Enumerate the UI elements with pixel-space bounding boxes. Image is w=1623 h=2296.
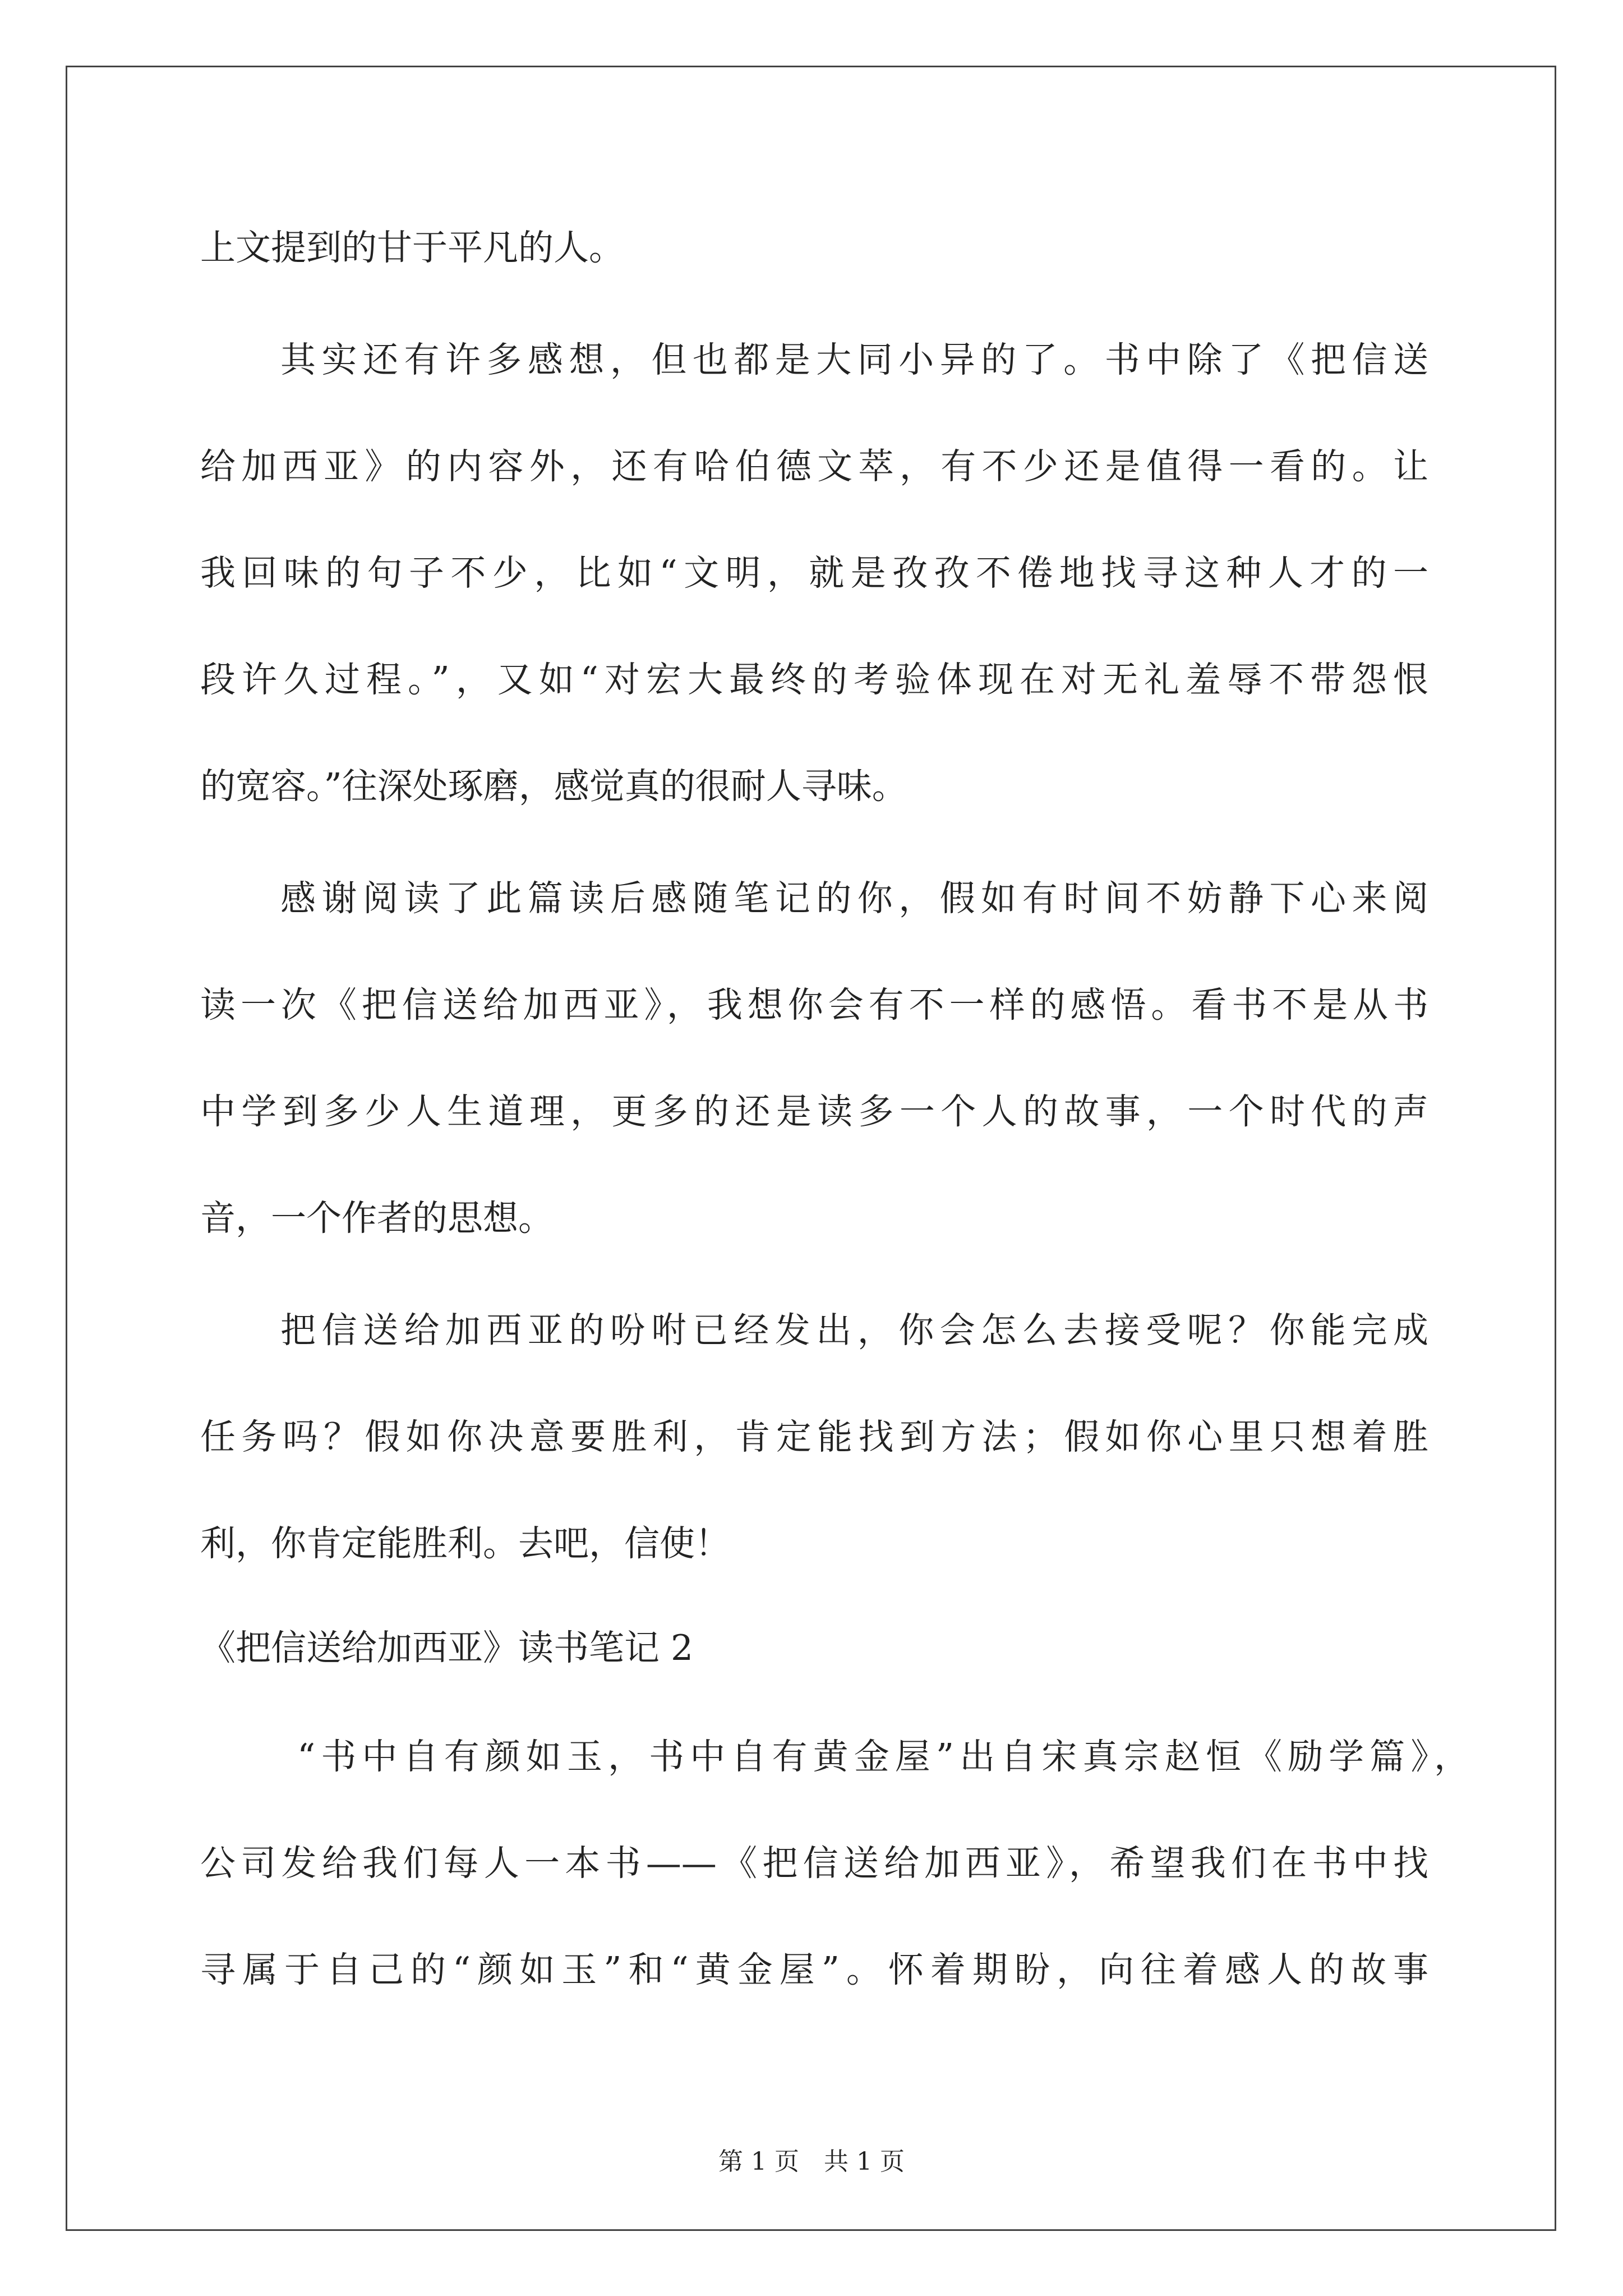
text-line-11: 把信送给加西亚的吩咐已经发出，你会怎么去接受呢？你能完成: [280, 1310, 1428, 1351]
text-line-7: 感谢阅读了此篇读后感随笔记的你，假如有时间不妨静下心来阅: [280, 878, 1428, 919]
text-line-2: 其实还有许多感想，但也都是大同小异的了。书中除了《把信送: [280, 339, 1428, 380]
text-line-5: 段许久过程。”，又如“对宏大最终的考验体现在对无礼羞辱不带怨恨: [200, 659, 1428, 700]
text-line-3: 给加西亚》的内容外，还有哈伯德文萃，有不少还是值得一看的。让: [200, 446, 1428, 487]
text-line-17: 寻属于自己的“颜如玉”和“黄金屋”。怀着期盼，向往着感人的故事: [200, 1949, 1428, 1990]
text-line-16: 公司发给我们每人一本书——《把信送给加西亚》，希望我们在书中找: [200, 1843, 1428, 1884]
text-line-6: 的宽容。”往深处琢磨，感觉真的很耐人寻味。: [200, 766, 907, 807]
text-line-13: 利，你肯定能胜利。去吧，信使！: [200, 1523, 730, 1564]
text-line-9: 中学到多少人生道理，更多的还是读多一个人的故事，一个时代的声: [200, 1091, 1428, 1132]
text-line-10: 音，一个作者的思想。: [200, 1198, 554, 1239]
text-line-12: 任务吗？假如你决意要胜利，肯定能找到方法；假如你心里只想着胜: [200, 1416, 1428, 1457]
text-line-4: 我回味的句子不少，比如“文明，就是孜孜不倦地找寻这种人才的一: [200, 553, 1428, 593]
text-line-15: “书中自有颜如玉，书中自有黄金屋”出自宋真宗赵恒《励学篇》，: [297, 1736, 1469, 1777]
page-border: [66, 66, 1556, 2231]
page-footer: 第 1 页 共 1 页: [718, 2147, 905, 2176]
section-heading: 《把信送给加西亚》读书笔记 2: [200, 1627, 694, 1668]
text-line-8: 读一次《把信送给加西亚》，我想你会有不一样的感悟。看书不是从书: [200, 984, 1428, 1025]
text-line-1: 上文提到的甘于平凡的人。: [200, 227, 624, 268]
